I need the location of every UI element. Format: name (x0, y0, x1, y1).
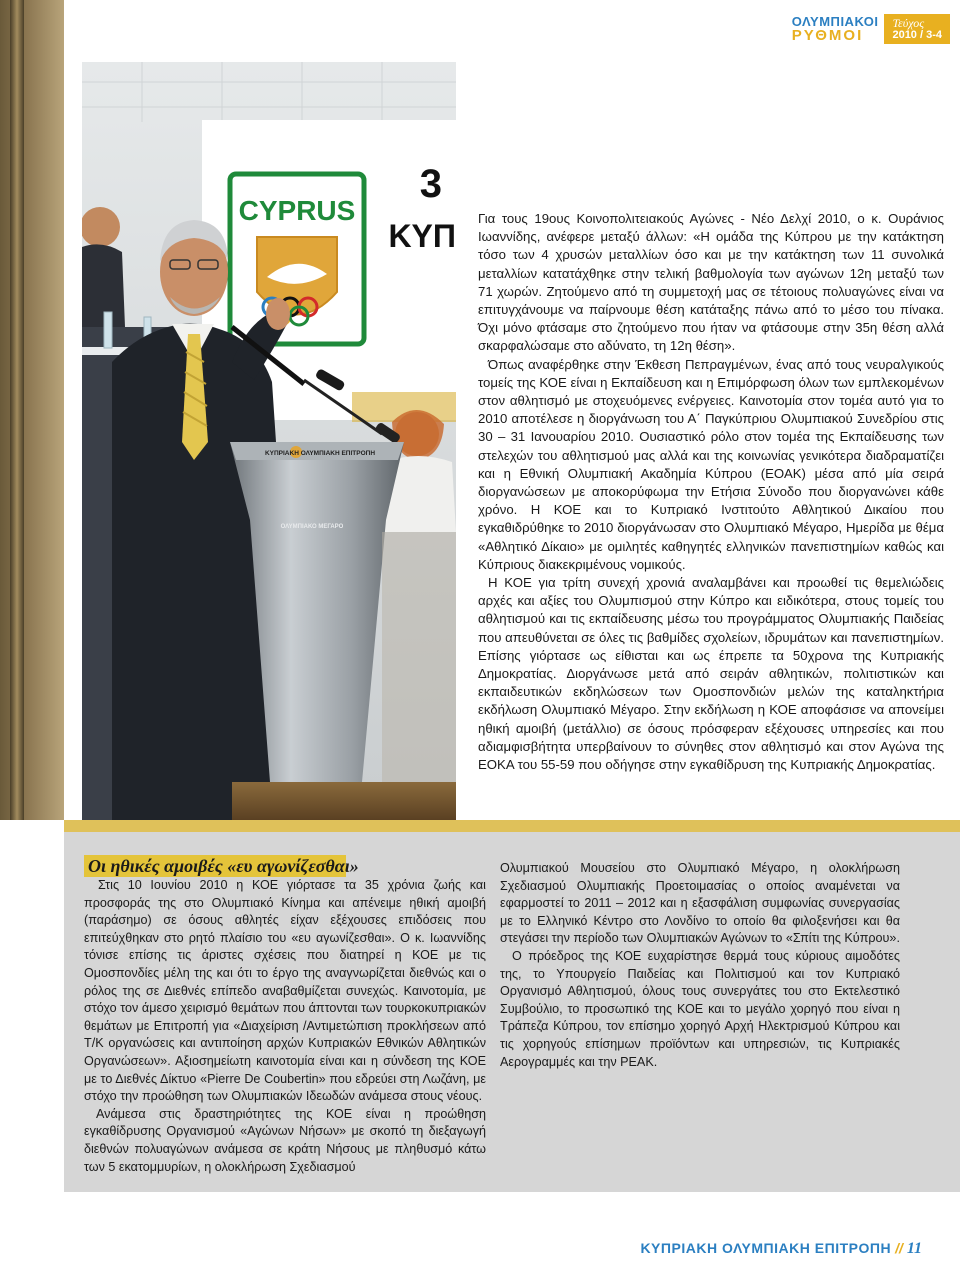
left-photo-pole (10, 0, 24, 820)
sidebar-column-1 (84, 877, 486, 1176)
issue-number: 2010 / 3-4 (892, 28, 942, 41)
logo-line-1: ΟΛΥΜΠΙΑΚΟΙ (791, 14, 879, 29)
article-paragraph: Η ΚΟΕ για τρίτη συνεχή χρονιά αναλαμβάνει και προωθεί τις θεμελιώδεις αρχές και αξίες του Ολυμπισμού στην Κύπρο και ειδικότερα, στους τομείς του αθλητισμού και τις εκπαίδευσης μέσω του προγράμματος Ολυμπιακής Παιδείας που απευθύνεται σε όλες τις βαθμίδες σχολείων, ιδρυμάτων και πανεπιστημίων. Επίσης γιόρτασε ως είθισται και ως έπρεπε τα 50χρονα της Κυπριακής Δημοκρατίας. Διοργάνωσε μετά από σειράν αθλητικών, πολιτιστικών και εκπαιδευτικών εκδηλώσεων των Ομοσπονδιών μελών της καταληκτήρια εκδήλωση Ολυμπιακό Μέγαρο. Στην εκδήλωση η ΚΟΕ αποφάσισε να απονείμει ηθική αμοιβή (μετάλλιο) σε όσους πρόσφεραν εξέχουσες υπηρεσίες και που αδιαμφισβήτητα υπερβαίνουν το σύνηθες στον αθλητισμό και στον Αγώνα της ΕΟΚΑ του 55-59 που οδήγησε στην εγκαθίδρυση της Κυπριακής Δημοκρατίας. (478, 575, 944, 773)
logo-line-2: ΡΥΘΜΟΙ (791, 27, 864, 44)
issue-label: Τεύχος (892, 15, 925, 30)
sidebar-paragraph: Ανάμεσα στις δραστηριότητες της ΚΟΕ είναι η προώθηση εγκαθίδρυσης Οργανισμού «Αγώνων Νήσων» με σκοπό τη διεξαγωγή διεθνών πολυαγώνων ανάμεσα σε κράτη Νήσους με πληθυσμό κάτω των 5 εκατομμυρίων, η ολοκλήρωση Σχεδιασμού (84, 1106, 486, 1174)
banner-letters: ΚΥΠ (388, 218, 456, 254)
sidebar-title: Οι ηθικές αμοιβές «ευ αγωνίζεσθαι» (88, 856, 359, 876)
article-paragraph: Όπως αναφέρθηκε στην Έκθεση Πεπραγμένων, ένας από τους νευραλγικούς τομείς της ΚΟΕ είναι η Εκπαίδευση και η Επιμόρφωση όλων των εμπλεκομένων στον αθλητισμό με στοχευόμενες ενέργειες. Καινοτομία στον τομέα αυτό για το 2010 αποτέλεσε η διοργάνωση του Α΄ Παγκύπριου Ολυμπιακού Συνεδρίου στις 30 – 31 Ιανουαρίου 2010. Ουσιαστικό ρόλο στον τομέα της Εκπαίδευσης των στελεχών του αθλητισμού μας αλλά και της κοινωνίας γενικότερα διαδραματίζει και η Εθνική Ολυμπιακή Ακαδημία Κύπρου (ΕΟΑΚ) μέσα από μία σειρά διοργανώσεων με αποκορύφωμα την Ετήσια Σύνοδο που διοργανώνει κάθε χρόνο. Η ΚΟΕ και το Κυπριακό Ινστιτούτο Αθλητικού Δικαίου που εγκαθιδρύθηκε το 2010 διοργάνωσαν στο Ολυμπιακό Μέγαρο, Ημερίδα με θέμα «Αθλητικό Δίκαιο» με ομιλητές καθηγητές ελληνικών πανεπιστημίων καθώς και Κύπριους διακεκριμένους νομικούς. (478, 356, 944, 572)
sidebar-paragraph: Ο πρόεδρος της ΚΟΕ ευχαρίστησε θερμά τους κύριους αιμοδότες της, το Υπουργείο Παιδείας και Πολιτισμού και τον Κυπριακό Οργανισμό Αθλητισμού, όλους τους συνεργάτες του στο Εκτελεστικό Συμβούλιο, το προσωπικό της ΚΟΕ και το μεγάλο χορηγό που είναι η Τράπεζα Κύπρου, τον επίσημο χορηγό Αρχή Ηλεκτρισμού Κύπρου και τις χορηγούς επίσημων προϊόντων και υπηρεσιών, τις Κυπριακές Αερογραμμές και την PEAK. (500, 948, 900, 1069)
footer-separator: // (895, 1240, 903, 1256)
podium-label: ΚΥΠΡΙΑΚΗ ΟΛΥΜΠΙΑΚΗ ΕΠΙΤΡΟΠΗ (264, 450, 376, 457)
article-body (478, 210, 944, 774)
sidebar-column-2 (500, 860, 900, 1071)
issue-badge (884, 14, 950, 44)
page-number: 11 (906, 1240, 922, 1257)
banner-cyprus-text: CYPRUS (238, 195, 356, 226)
article-paragraph: Για τους 19ους Κοινοπολιτειακούς Αγώνες - Νέο Δελχί 2010, ο κ. Ουράνιος Ιωαννίδης, ανέφερε μεταξύ άλλων: «Η ομάδα της Κύπρου με την κατάκτηση τόσο των 4 χρυσών μεταλλίων όσο και με την κατάκτηση των 11 συνολικά μεταλλίων κατατάχθηκε στην τελική βαθμολογία των αγώνων 12η μεταξύ των 71 χωρών. Ζητούμενο από τη συμμετοχή μας σε τέτοιους πολυαγώνες είναι να επιτυγχάνουμε να παίρνουμε θέση κατάταξης πάνω από το μέσο του πίνακα. Όχι μόνο φτάσαμε στο ζητούμενο που ήταν να φτάσουμε στην 35η θέση αλλά σκαρφαλώσαμε στο αδύνατο, τη 12η θέση». (478, 211, 944, 354)
speaker-photo-illustration (82, 62, 456, 820)
footer-org-name: ΚΥΠΡΙΑΚΗ ΟΛΥΜΠΙΑΚΗ ΕΠΙΤΡΟΠΗ (640, 1240, 892, 1256)
page-footer (640, 1240, 922, 1258)
sidebar-paragraph: Στις 10 Ιουνίου 2010 η ΚΟΕ γιόρτασε τα 35 χρόνια ζωής και προσφοράς της στο Ολυμπιακό Κίνημα και απένειμε ηθική αμοιβή (παράσημο) σε όσους αθλητές είχαν εξέχουσες επιδόσεις που επιτεύχθηκαν στο ρητό πλαίσιο του «ευ αγωνίζεσθαι». Ο κ. Ιωαννίδης τόνισε επίσης τις άριστες σχέσεις που διατηρεί η ΚΟΕ με τις Ομοσπονδίες μέλη της και ότι το έργο της αναγνωρίζεται διεθνώς και ο ρόλος της σε Διεθνές επίπεδο αναβαθμίζεται συνεχώς. Καινοτομία, με στόχο τον άμεσο χειρισμό θεμάτων που άπτονται των τουρκοκυπριακών θεμάτων με Επιτροπή για «Διαχείριση /Αντιμετώπιση προκλήσεων από Τ/Κ οργανώσεις και αντιποίηση αρχών Κυπριακών Εθνικών Αθλητικών Οργανώσεων». Αξιοσημείωτη καινοτομία είναι και η σύνδεση της ΚΟΕ με το Διεθνές Δίκτυο «Pierre De Coubertin» που εδρεύει στη Λωζάνη, με στόχο την προώθηση των Ολυμπιακών Ιδεωδών ανάμεσα στους νέους. (84, 878, 486, 1104)
gold-divider (64, 820, 960, 832)
sidebar-paragraph: Ολυμπιακού Μουσείου στο Ολυμπιακό Μέγαρο, η ολοκλήρωση Σχεδιασμού Ολυμπιακής Προετοιμασίας ο οποίος αναμένεται να εφαρμοστεί το 2011 – 2012 και η εξασφάλιση συμφωνίας συνεργασίας με το Ελληνικό Κέντρο στο Λονδίνο το οποίο θα φιλοξενήσει και θα στεγάσει την περίοδο των Ολυμπιακών Αγώνων το «Σπίτι της Κύπρου». (500, 861, 900, 946)
speaker-photo (82, 62, 456, 820)
left-photo-strip (0, 0, 64, 820)
masthead (786, 14, 950, 44)
magazine-logo (786, 14, 885, 44)
podium-sublabel: ΟΛΥΜΠΙΑΚΟ ΜΕΓΑΡΟ (280, 524, 344, 530)
banner-number: 3 (419, 162, 442, 206)
